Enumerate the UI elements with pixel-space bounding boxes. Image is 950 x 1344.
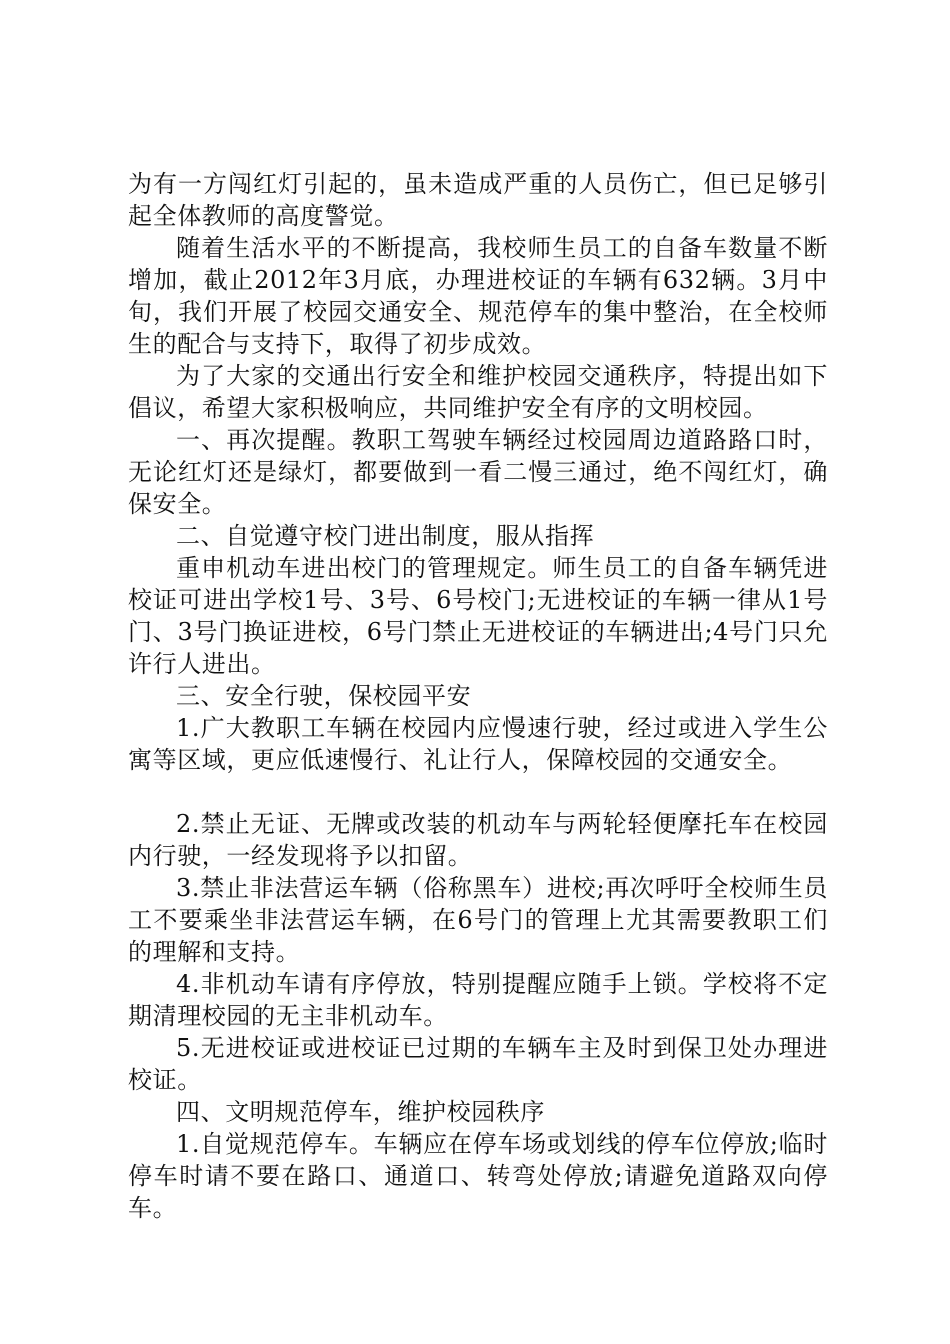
- section-three-item-4: 4.非机动车请有序停放，特别提醒应随手上锁。学校将不定期清理校园的无主非机动车。: [128, 970, 828, 1030]
- section-one-reminder: 一、再次提醒。教职工驾驶车辆经过校园周边道路路口时，无论红灯还是绿灯，都要做到一看二慢三通过，绝不闯红灯，确保安全。: [128, 426, 828, 518]
- section-three-item-2: 2.禁止无证、无牌或改装的机动车与两轮轻便摩托车在校园内行驶，一经发现将予以扣留。: [128, 810, 828, 870]
- section-four-heading: 四、文明规范停车，维护校园秩序: [176, 1098, 545, 1126]
- section-two-heading: 二、自觉遵守校门进出制度，服从指挥: [176, 522, 595, 550]
- section-three-item-1: 1.广大教职工车辆在校园内应慢速行驶，经过或进入学生公寓等区域，更应低速慢行、礼让行人，保障校园的交通安全。: [128, 714, 828, 774]
- paragraph-background: 随着生活水平的不断提高，我校师生员工的自备车数量不断增加，截止2012年3月底，办理进校证的车辆有632辆。3月中旬，我们开展了校园交通安全、规范停车的集中整治，在全校师生的配合与支持下，取得了初步成效。: [128, 234, 828, 358]
- section-three-heading: 三、安全行驶，保校园平安: [176, 682, 472, 710]
- section-three-item-5: 5.无进校证或进校证已过期的车辆车主及时到保卫处办理进校证。: [128, 1034, 828, 1094]
- section-three-item-3: 3.禁止非法营运车辆（俗称黑车）进校;再次呼吁全校师生员工不要乘坐非法营运车辆，在6号门的管理上尤其需要教职工们的理解和支持。: [128, 874, 828, 966]
- blank-line: [128, 776, 828, 808]
- paragraph-proposal: 为了大家的交通出行安全和维护校园交通秩序，特提出如下倡议，希望大家积极响应，共同维护安全有序的文明校园。: [128, 362, 828, 422]
- section-two-body: 重申机动车进出校门的管理规定。师生员工的自备车辆凭进校证可进出学校1号、3号、6号校门;无进校证的车辆一律从1号门、3号门换证进校，6号门禁止无进校证的车辆进出;4号门只允许行人进出。: [128, 554, 828, 678]
- paragraph-continuation: 为有一方闯红灯引起的，虽未造成严重的人员伤亡，但已足够引起全体教师的高度警觉。: [128, 170, 828, 230]
- section-four-item-1: 1.自觉规范停车。车辆应在停车场或划线的停车位停放;临时停车时请不要在路口、通道口、转弯处停放;请避免道路双向停车。: [128, 1130, 828, 1222]
- document-page: [128, 168, 828, 1224]
